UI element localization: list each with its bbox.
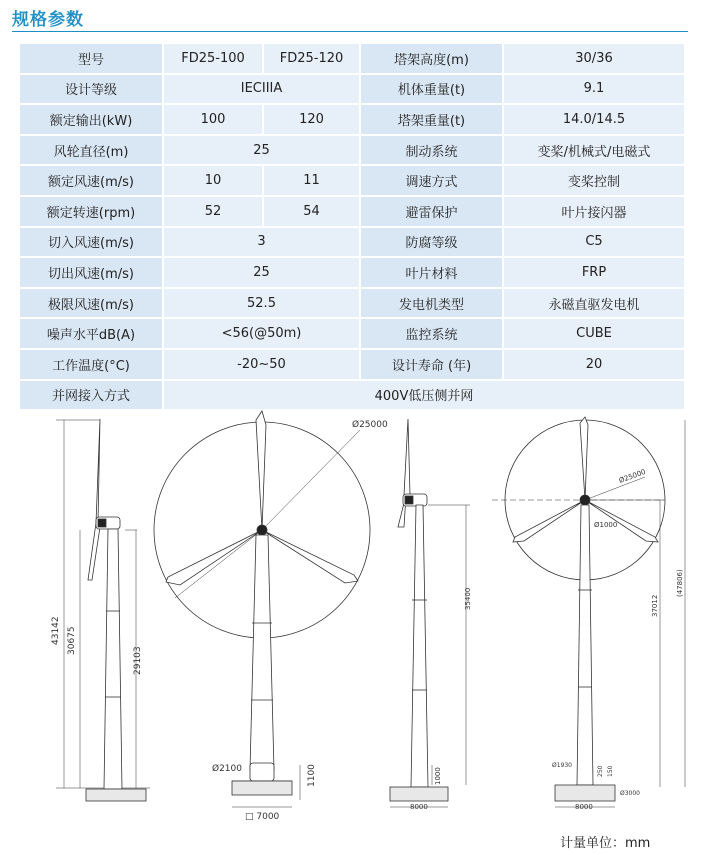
table-row (20, 104, 684, 135)
row-value: 52 (163, 196, 263, 227)
dim-view4-top: Ø1000 (594, 521, 618, 529)
row-value: 20 (503, 349, 684, 380)
table-row (20, 135, 684, 166)
row-label: 机体重量(t) (360, 74, 503, 105)
row-label: 监控系统 (360, 318, 503, 349)
row-value: 变桨/机械式/电磁式 (503, 135, 684, 166)
row-value: 52.5 (163, 288, 360, 319)
dim-base-diameter: Ø2100 (212, 764, 242, 774)
row-value: 100 (163, 104, 263, 135)
row-value: 变桨控制 (503, 165, 684, 196)
title-divider (12, 31, 688, 32)
dim-view4-c: Ø3000 (620, 790, 640, 797)
row-value: FD25-100 (163, 44, 263, 74)
dim-view3-height: 35400 (464, 587, 472, 610)
row-label: 并网接入方式 (20, 380, 163, 411)
dim-view4-foundation: 8000 (575, 803, 593, 811)
row-value: 25 (163, 257, 360, 288)
row-value: IECIIIA (163, 74, 360, 105)
row-label: 型号 (20, 44, 163, 74)
row-label: 切出风速(m/s) (20, 257, 163, 288)
table-row (20, 257, 684, 288)
unit-note: 计量单位：mm (560, 836, 651, 851)
row-label: 防腐等级 (360, 227, 503, 258)
spec-table (20, 44, 684, 411)
row-label: 切入风速(m/s) (20, 227, 163, 258)
row-label: 设计等级 (20, 74, 163, 105)
dim-view4-a: 250 (597, 765, 604, 777)
row-value: 3 (163, 227, 360, 258)
dim-view3-base: 1000 (434, 767, 442, 785)
table-row (20, 349, 684, 380)
row-label: 制动系统 (360, 135, 503, 166)
dim-foundation-size: □ 7000 (245, 812, 280, 822)
row-label: 设计寿命 (年) (360, 349, 503, 380)
dim-view4-hub: 37012 (651, 594, 659, 617)
row-label: 工作温度(°C) (20, 349, 163, 380)
dim-view4-rotor: Ø25000 (617, 467, 647, 485)
row-label: 避雷保护 (360, 196, 503, 227)
row-label: 调速方式 (360, 165, 503, 196)
row-label: 发电机类型 (360, 288, 503, 319)
row-value: <56(@50m) (163, 318, 360, 349)
table-row (20, 196, 684, 227)
dim-hub-height: 30675 (67, 626, 77, 655)
row-value: FD25-120 (263, 44, 360, 74)
row-label: 额定转速(rpm) (20, 196, 163, 227)
row-value: 14.0/14.5 (503, 104, 684, 135)
dim-view3-foundation: 8000 (410, 803, 428, 811)
dim-view4-bottom: Ø1930 (552, 762, 572, 769)
row-value: 10 (163, 165, 263, 196)
dim-view4-b: 150 (607, 765, 614, 777)
turbine-drawings (0, 405, 703, 830)
front-view (154, 411, 370, 807)
dim-view4-total: (47806) (676, 569, 684, 597)
row-label: 塔架高度(m) (360, 44, 503, 74)
table-row (20, 318, 684, 349)
row-value: C5 (503, 227, 684, 258)
row-value: 11 (263, 165, 360, 196)
row-value: 永磁直驱发电机 (503, 288, 684, 319)
row-value: 54 (263, 196, 360, 227)
side-view-left (56, 419, 150, 801)
side-view-right (390, 419, 470, 807)
table-row (20, 165, 684, 196)
row-label: 额定风速(m/s) (20, 165, 163, 196)
dim-rotor-diameter: Ø25000 (352, 420, 388, 430)
row-label: 风轮直径(m) (20, 135, 163, 166)
table-row (20, 288, 684, 319)
row-value: 30/36 (503, 44, 684, 74)
row-label: 叶片材料 (360, 257, 503, 288)
row-label: 极限风速(m/s) (20, 288, 163, 319)
table-row (20, 74, 684, 105)
dim-total-height: 43142 (51, 616, 61, 645)
row-label: 塔架重量(t) (360, 104, 503, 135)
table-row (20, 227, 684, 258)
row-value: FRP (503, 257, 684, 288)
dim-base-height: 1100 (307, 764, 317, 787)
row-value: 9.1 (503, 74, 684, 105)
row-label: 噪声水平dB(A) (20, 318, 163, 349)
row-value: CUBE (503, 318, 684, 349)
row-value: 叶片接闪器 (503, 196, 684, 227)
row-label: 额定输出(kW) (20, 104, 163, 135)
row-value: 400V低压侧并网 (163, 380, 684, 411)
section-title: 规格参数 (12, 10, 84, 30)
dim-tower-height: 29103 (133, 646, 143, 675)
row-value: 120 (263, 104, 360, 135)
row-value: 25 (163, 135, 360, 166)
row-value: -20~50 (163, 349, 360, 380)
table-row (20, 44, 684, 74)
